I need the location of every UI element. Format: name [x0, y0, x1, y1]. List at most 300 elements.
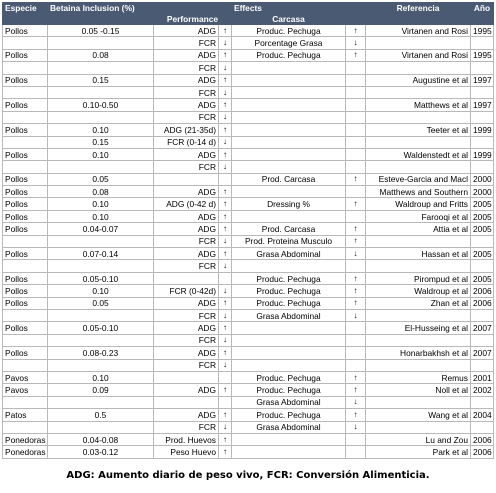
cell-reference: Hassan et al [366, 248, 471, 260]
cell-performance: FCR [154, 161, 219, 173]
cell-carcass-arrow [346, 433, 366, 445]
cell-species [3, 86, 48, 98]
cell-performance-arrow: ↑ [219, 49, 232, 61]
cell-carcass: Prod. Proteina Musculo [232, 235, 346, 247]
table-header [3, 3, 494, 25]
cell-performance-arrow: ↑ [219, 74, 232, 86]
cell-carcass-arrow: ↑ [346, 272, 366, 284]
cell-performance-arrow: ↑ [219, 25, 232, 37]
cell-carcass: Grasa Abdominal [232, 421, 346, 433]
cell-reference: Noll et al [366, 384, 471, 396]
cell-year [471, 359, 494, 371]
cell-performance-arrow: ↓ [219, 161, 232, 173]
cell-performance-arrow [219, 396, 232, 408]
cell-inclusion: 0.10 [48, 124, 154, 136]
cell-species: Pollos [3, 148, 48, 160]
table-row [3, 49, 494, 61]
cell-species [3, 396, 48, 408]
cell-year: 2001 [471, 371, 494, 383]
table-row [3, 396, 494, 408]
cell-performance-arrow: ↑ [219, 198, 232, 210]
cell-year [471, 396, 494, 408]
cell-performance: FCR [154, 86, 219, 98]
table-row [3, 285, 494, 297]
cell-performance: ADG [154, 409, 219, 421]
header-carcass: Carcasa [232, 14, 346, 25]
cell-species [3, 359, 48, 371]
cell-carcass: Grasa Abdominal [232, 309, 346, 321]
cell-reference [366, 62, 471, 74]
cell-performance: FCR [154, 359, 219, 371]
cell-carcass-arrow [346, 161, 366, 173]
cell-carcass [232, 433, 346, 445]
cell-performance-arrow: ↑ [219, 210, 232, 222]
cell-year: 2006 [471, 433, 494, 445]
cell-carcass-arrow: ↑ [346, 297, 366, 309]
table-row [3, 74, 494, 86]
cell-species [3, 260, 48, 272]
table-row [3, 446, 494, 458]
table-row [3, 111, 494, 123]
cell-carcass [232, 74, 346, 86]
cell-performance-arrow: ↑ [219, 384, 232, 396]
cell-species: Pollos [3, 198, 48, 210]
cell-carcass: Dressing % [232, 198, 346, 210]
cell-species: Pollos [3, 272, 48, 284]
cell-species: Ponedoras [3, 446, 48, 458]
cell-carcass: Produc. Pechuga [232, 297, 346, 309]
table-row [3, 186, 494, 198]
cell-performance-arrow: ↑ [219, 409, 232, 421]
cell-carcass: Porcentage Grasa [232, 37, 346, 49]
cell-performance: ADG [154, 223, 219, 235]
cell-carcass-arrow [346, 359, 366, 371]
cell-year: 2005 [471, 210, 494, 222]
cell-performance: FCR [154, 309, 219, 321]
cell-performance-arrow: ↓ [219, 111, 232, 123]
table-row [3, 409, 494, 421]
cell-year: 2004 [471, 409, 494, 421]
cell-year: 2005 [471, 248, 494, 260]
cell-performance-arrow: ↓ [219, 285, 232, 297]
cell-performance: FCR [154, 37, 219, 49]
table-row [3, 223, 494, 235]
cell-performance-arrow: ↓ [219, 62, 232, 74]
cell-performance: FCR (0-42d) [154, 285, 219, 297]
cell-year: 2000 [471, 173, 494, 185]
cell-carcass [232, 111, 346, 123]
cell-carcass-arrow: ↑ [346, 173, 366, 185]
cell-species: Pollos [3, 99, 48, 111]
cell-reference [366, 235, 471, 247]
cell-year: 2007 [471, 322, 494, 334]
cell-species: Pollos [3, 124, 48, 136]
cell-carcass: Produc. Pechuga [232, 25, 346, 37]
table-row [3, 421, 494, 433]
cell-reference [366, 260, 471, 272]
table-row [3, 359, 494, 371]
cell-performance-arrow: ↑ [219, 148, 232, 160]
cell-performance-arrow: ↓ [219, 37, 232, 49]
cell-carcass: Grasa Abdominal [232, 396, 346, 408]
table-row [3, 235, 494, 247]
cell-inclusion [48, 235, 154, 247]
cell-performance: FCR [154, 235, 219, 247]
cell-performance: ADG [154, 322, 219, 334]
cell-year [471, 260, 494, 272]
cell-performance: ADG [154, 148, 219, 160]
cell-performance-arrow: ↓ [219, 334, 232, 346]
cell-carcass-arrow [346, 446, 366, 458]
cell-performance: FCR [154, 260, 219, 272]
cell-species: Pollos [3, 347, 48, 359]
cell-species: Ponedoras [3, 433, 48, 445]
cell-year [471, 136, 494, 148]
cell-performance: ADG [154, 384, 219, 396]
cell-reference [366, 309, 471, 321]
cell-species: Patos [3, 409, 48, 421]
cell-reference [366, 359, 471, 371]
cell-year: 2006 [471, 446, 494, 458]
header-year: Año [471, 3, 494, 14]
cell-carcass-arrow: ↓ [346, 248, 366, 260]
cell-reference [366, 111, 471, 123]
cell-carcass-arrow: ↓ [346, 37, 366, 49]
table-row [3, 86, 494, 98]
table-row [3, 272, 494, 284]
cell-reference [366, 136, 471, 148]
cell-year [471, 309, 494, 321]
cell-reference [366, 37, 471, 49]
cell-inclusion: 0.15 [48, 74, 154, 86]
cell-performance: ADG [154, 210, 219, 222]
table-row [3, 148, 494, 160]
header-performance: Performance [154, 14, 232, 25]
cell-species: Pollos [3, 49, 48, 61]
cell-reference: Attia et al [366, 223, 471, 235]
table-body [3, 25, 494, 459]
cell-performance-arrow: ↑ [219, 124, 232, 136]
cell-carcass [232, 322, 346, 334]
cell-performance: ADG [154, 297, 219, 309]
cell-reference: Waldroup et al [366, 285, 471, 297]
cell-inclusion: 0.15 [48, 136, 154, 148]
cell-performance: ADG [154, 347, 219, 359]
cell-performance-arrow: ↓ [219, 421, 232, 433]
cell-species: Pollos [3, 322, 48, 334]
cell-carcass [232, 446, 346, 458]
cell-inclusion: 0.04-0.08 [48, 433, 154, 445]
cell-performance: Prod. Huevos [154, 433, 219, 445]
cell-carcass-arrow: ↓ [346, 309, 366, 321]
cell-reference [366, 396, 471, 408]
cell-reference [366, 86, 471, 98]
cell-performance: ADG [154, 49, 219, 61]
cell-inclusion [48, 37, 154, 49]
cell-performance-arrow: ↓ [219, 309, 232, 321]
cell-carcass-arrow: ↓ [346, 396, 366, 408]
cell-performance: ADG [154, 25, 219, 37]
cell-year [471, 334, 494, 346]
cell-carcass [232, 334, 346, 346]
cell-performance-arrow: ↑ [219, 297, 232, 309]
cell-inclusion [48, 161, 154, 173]
cell-species: Pavos [3, 371, 48, 383]
cell-species: Pollos [3, 173, 48, 185]
cell-reference: Lu and Zou [366, 433, 471, 445]
cell-inclusion: 0.08-0.23 [48, 347, 154, 359]
cell-carcass [232, 136, 346, 148]
betaine-table [2, 2, 494, 459]
cell-carcass: Produc. Pechuga [232, 384, 346, 396]
cell-performance-arrow [219, 272, 232, 284]
cell-year: 2002 [471, 384, 494, 396]
table-row [3, 62, 494, 74]
table-row [3, 347, 494, 359]
cell-performance-arrow: ↑ [219, 248, 232, 260]
cell-inclusion: 0.05 -0.15 [48, 25, 154, 37]
cell-inclusion: 0.05-0.10 [48, 322, 154, 334]
cell-year [471, 161, 494, 173]
table-caption: ADG: Aumento diario de peso vivo, FCR: Conversión Alimenticia. [66, 470, 430, 481]
cell-species: Pollos [3, 74, 48, 86]
cell-carcass-arrow: ↑ [346, 198, 366, 210]
cell-carcass-arrow [346, 148, 366, 160]
table-row [3, 260, 494, 272]
cell-inclusion: 0.08 [48, 186, 154, 198]
cell-species: Pollos [3, 297, 48, 309]
cell-year: 2005 [471, 198, 494, 210]
cell-carcass: Prod. Carcasa [232, 223, 346, 235]
cell-carcass [232, 186, 346, 198]
cell-performance: ADG (21-35d) [154, 124, 219, 136]
cell-performance: FCR [154, 62, 219, 74]
cell-performance: FCR [154, 421, 219, 433]
cell-performance [154, 272, 219, 284]
cell-year: 2006 [471, 297, 494, 309]
cell-carcass: Produc. Pechuga [232, 371, 346, 383]
cell-year: 1999 [471, 124, 494, 136]
cell-carcass-arrow: ↑ [346, 371, 366, 383]
cell-performance: ADG [154, 99, 219, 111]
cell-reference: Esteve-Garcia and Macl [366, 173, 471, 185]
cell-carcass-arrow: ↑ [346, 25, 366, 37]
table-row [3, 124, 494, 136]
cell-inclusion [48, 421, 154, 433]
cell-carcass [232, 260, 346, 272]
cell-reference: Matthews et al [366, 99, 471, 111]
cell-year: 1995 [471, 49, 494, 61]
cell-carcass: Produc. Pechuga [232, 49, 346, 61]
cell-performance [154, 371, 219, 383]
cell-carcass: Grasa Abdominal [232, 248, 346, 260]
table-row [3, 198, 494, 210]
cell-reference: Waldenstedt et al [366, 148, 471, 160]
cell-performance-arrow: ↑ [219, 347, 232, 359]
cell-performance-arrow: ↓ [219, 86, 232, 98]
cell-reference [366, 421, 471, 433]
cell-reference: El-Husseing et al [366, 322, 471, 334]
cell-performance-arrow [219, 173, 232, 185]
cell-performance-arrow: ↑ [219, 433, 232, 445]
cell-performance: FCR [154, 334, 219, 346]
table-row [3, 136, 494, 148]
table-row [3, 173, 494, 185]
cell-year [471, 421, 494, 433]
cell-performance: ADG [154, 74, 219, 86]
cell-reference: Wang et al [366, 409, 471, 421]
cell-carcass [232, 148, 346, 160]
cell-performance-arrow: ↓ [219, 359, 232, 371]
cell-reference: Matthews and Southern [366, 186, 471, 198]
cell-year: 1997 [471, 99, 494, 111]
cell-carcass [232, 347, 346, 359]
cell-carcass [232, 99, 346, 111]
cell-inclusion [48, 396, 154, 408]
cell-performance-arrow: ↑ [219, 322, 232, 334]
cell-inclusion: 0.08 [48, 49, 154, 61]
cell-carcass-arrow [346, 124, 366, 136]
cell-reference: Teeter et al [366, 124, 471, 136]
cell-carcass-arrow [346, 111, 366, 123]
cell-species [3, 111, 48, 123]
cell-carcass-arrow: ↑ [346, 235, 366, 247]
cell-performance [154, 173, 219, 185]
cell-inclusion [48, 260, 154, 272]
header-species: Especie [3, 3, 48, 14]
cell-carcass-arrow [346, 186, 366, 198]
cell-reference [366, 334, 471, 346]
cell-reference: Honarbakhsh et al [366, 347, 471, 359]
cell-inclusion: 0.05 [48, 173, 154, 185]
table-row [3, 322, 494, 334]
table-row [3, 309, 494, 321]
cell-year: 2007 [471, 347, 494, 359]
table-row [3, 25, 494, 37]
cell-year: 2005 [471, 223, 494, 235]
cell-inclusion: 0.09 [48, 384, 154, 396]
cell-year: 1997 [471, 74, 494, 86]
cell-carcass-arrow: ↓ [346, 421, 366, 433]
cell-performance-arrow: ↑ [219, 186, 232, 198]
cell-inclusion [48, 62, 154, 74]
cell-carcass-arrow [346, 260, 366, 272]
cell-carcass-arrow: ↑ [346, 223, 366, 235]
table-row [3, 210, 494, 222]
table-row [3, 371, 494, 383]
cell-carcass [232, 161, 346, 173]
cell-carcass [232, 62, 346, 74]
cell-performance-arrow [219, 371, 232, 383]
cell-inclusion: 0.04-0.07 [48, 223, 154, 235]
cell-performance [154, 396, 219, 408]
cell-reference: Farooqi et al [366, 210, 471, 222]
cell-carcass: Produc. Pechuga [232, 272, 346, 284]
table-row [3, 297, 494, 309]
table-row [3, 433, 494, 445]
cell-year [471, 62, 494, 74]
cell-species: Pollos [3, 210, 48, 222]
cell-carcass-arrow [346, 62, 366, 74]
cell-species: Pollos [3, 285, 48, 297]
cell-reference: Park et al [366, 446, 471, 458]
cell-reference: Zhan et al [366, 297, 471, 309]
cell-year: 2006 [471, 285, 494, 297]
cell-carcass-arrow [346, 99, 366, 111]
cell-performance-arrow: ↑ [219, 223, 232, 235]
table-row [3, 37, 494, 49]
cell-carcass-arrow [346, 334, 366, 346]
cell-year [471, 37, 494, 49]
cell-inclusion [48, 359, 154, 371]
cell-performance-arrow: ↓ [219, 235, 232, 247]
cell-species: Pollos [3, 248, 48, 260]
cell-performance: ADG [154, 186, 219, 198]
table-row [3, 99, 494, 111]
cell-carcass [232, 124, 346, 136]
cell-performance-arrow: ↓ [219, 136, 232, 148]
cell-performance-arrow: ↑ [219, 99, 232, 111]
cell-carcass-arrow [346, 86, 366, 98]
cell-carcass: Prod. Carcasa [232, 173, 346, 185]
cell-species: Pollos [3, 223, 48, 235]
cell-performance: ADG (0-42 d) [154, 198, 219, 210]
cell-carcass [232, 359, 346, 371]
table-row [3, 248, 494, 260]
cell-inclusion: 0.10 [48, 210, 154, 222]
cell-species: Pavos [3, 384, 48, 396]
cell-carcass-arrow: ↑ [346, 49, 366, 61]
cell-inclusion [48, 111, 154, 123]
cell-inclusion: 0.07-0.14 [48, 248, 154, 260]
cell-year: 1995 [471, 25, 494, 37]
cell-carcass-arrow: ↑ [346, 285, 366, 297]
cell-inclusion [48, 334, 154, 346]
cell-year: 2000 [471, 186, 494, 198]
cell-species: Pollos [3, 25, 48, 37]
cell-species [3, 62, 48, 74]
cell-reference: Augustine et al [366, 74, 471, 86]
cell-species [3, 334, 48, 346]
cell-inclusion: 0.10 [48, 198, 154, 210]
cell-performance-arrow: ↑ [219, 446, 232, 458]
cell-inclusion: 0.5 [48, 409, 154, 421]
cell-species [3, 161, 48, 173]
table-row [3, 161, 494, 173]
cell-carcass: Produc. Pechuga [232, 285, 346, 297]
cell-year [471, 86, 494, 98]
cell-year: 2005 [471, 272, 494, 284]
cell-inclusion: 0.03-0.12 [48, 446, 154, 458]
cell-species [3, 136, 48, 148]
cell-inclusion [48, 309, 154, 321]
cell-species: Pollos [3, 186, 48, 198]
cell-year: 1999 [471, 148, 494, 160]
cell-inclusion: 0.05 [48, 297, 154, 309]
cell-carcass [232, 210, 346, 222]
cell-carcass-arrow [346, 210, 366, 222]
header-reference: Referencia [366, 3, 471, 14]
cell-inclusion [48, 86, 154, 98]
cell-inclusion: 0.10 [48, 148, 154, 160]
header-effects: Effects [232, 3, 346, 14]
cell-carcass-arrow [346, 136, 366, 148]
table-row [3, 334, 494, 346]
cell-reference [366, 161, 471, 173]
cell-carcass-arrow: ↑ [346, 384, 366, 396]
cell-species [3, 421, 48, 433]
header-inclusion: Betaina Inclusion (%) [48, 3, 154, 14]
